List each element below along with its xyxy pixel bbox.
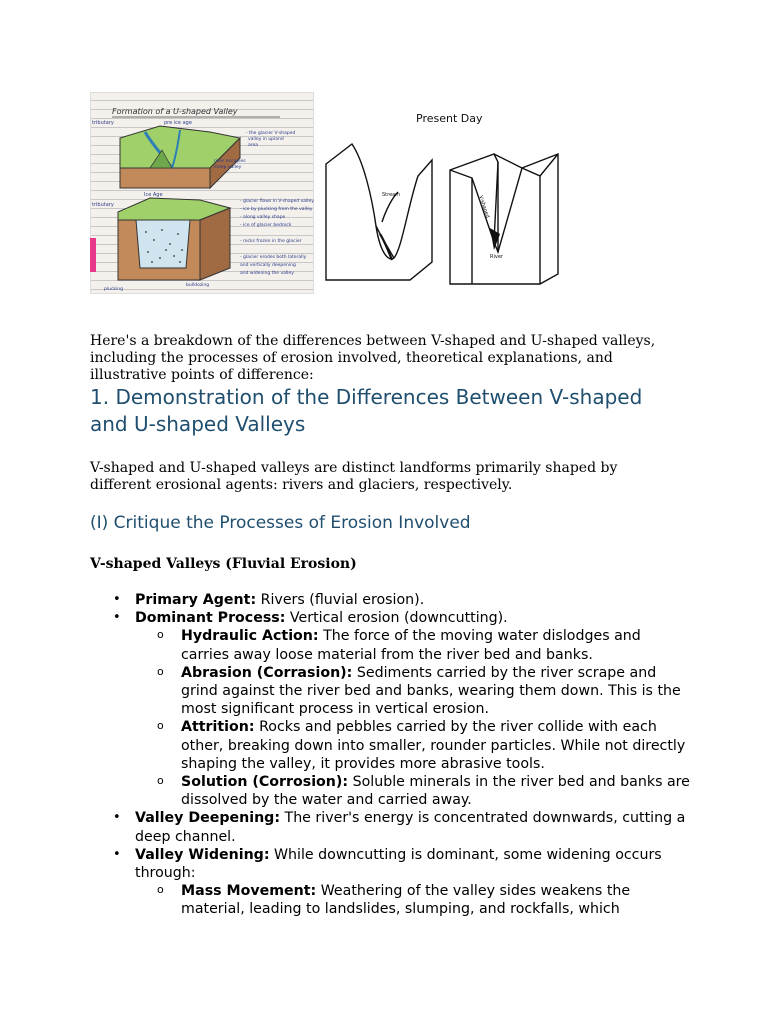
- item-label: Attrition:: [181, 719, 255, 736]
- list-item-valley-widening: [90, 846, 690, 882]
- svg-text:and vertically deepening: and vertically deepening: [240, 263, 296, 268]
- list-item-valley-deepening: [90, 809, 690, 845]
- bullet-square: o: [157, 719, 164, 733]
- sketch-title: Present Day: [416, 112, 483, 125]
- item-label: Valley Widening:: [135, 846, 270, 863]
- item-text: Rocks and pebbles carried by the river collide with each other, breaking down into smaller, rounder particles. While not directly shaping the valley, it provides more abrasive tools.: [181, 719, 686, 772]
- present-day-valley-sketch: [322, 102, 562, 294]
- list-item-hydraulic-action: [90, 627, 690, 663]
- svg-text:- ice of glacier bedrock: - ice of glacier bedrock: [240, 223, 292, 228]
- svg-text:- the glacier V-shaped: - the glacier V-shaped: [246, 131, 296, 136]
- item-text: While downcutting is dominant, some widening occurs through:: [135, 846, 662, 882]
- svg-text:- glacier flows in V-shaped va: - glacier flows in V-shaped valley: [240, 199, 314, 204]
- pink-tab: [90, 238, 96, 272]
- v-shaped-subheading: V-shaped Valleys (Fluvial Erosion): [90, 556, 357, 572]
- sketch-label-vshaped: V-shaped: [477, 194, 491, 219]
- list-item-attrition: [90, 718, 690, 773]
- svg-text:river occupies: river occupies: [214, 159, 246, 164]
- item-text: Soluble minerals in the river bed and banks are dissolved by the water and carried away.: [181, 774, 690, 809]
- bullet-disc: •: [113, 592, 121, 607]
- item-text: The force of the moving water dislodges and carries away loose material from the river bed and banks.: [181, 628, 641, 663]
- list-item-mass-movement: [90, 882, 690, 918]
- notebook-title: Formation of a U-shaped Valley: [112, 107, 238, 116]
- svg-text:steep valley: steep valley: [214, 165, 242, 170]
- item-label: Mass Movement:: [181, 883, 317, 900]
- list-item-primary-agent: [90, 591, 690, 609]
- sketch-label-river: River: [490, 254, 503, 260]
- svg-text:bulldozing: bulldozing: [186, 283, 210, 288]
- svg-text:- glacier erodes both laterall: - glacier erodes both laterally: [240, 255, 307, 260]
- svg-text:- rocks frozen in the glacier: - rocks frozen in the glacier: [240, 239, 302, 244]
- svg-text:and widening the valley: and widening the valley: [240, 271, 294, 276]
- bullet-square: o: [157, 774, 164, 788]
- section-heading-1-line-1: 1. Demonstration of the Differences Between V-shaped: [90, 385, 643, 409]
- item-label: Abrasion (Corrasion):: [181, 664, 353, 681]
- figures-row: [90, 92, 570, 298]
- bullet-disc: •: [113, 810, 121, 826]
- item-label: Solution (Corrosion):: [181, 774, 349, 791]
- list-item-solution: [90, 773, 690, 809]
- list-item-dominant-process: [90, 609, 690, 627]
- valley-types-paragraph: V-shaped and U-shaped valleys are distinct landforms primarily shaped by different erosional agents: rivers and glaciers, respectively.: [90, 460, 618, 493]
- intro-paragraph: Here's a breakdown of the differences between V-shaped and U-shaped valleys, including the processes of erosion involved, theoretical explanations, and illustrative points of difference:: [90, 333, 656, 383]
- item-text: Vertical erosion (downcutting).: [285, 610, 508, 627]
- item-label: Primary Agent:: [135, 592, 257, 608]
- item-label: Dominant Process:: [135, 610, 286, 627]
- svg-text:- along valley shape: - along valley shape: [240, 215, 286, 220]
- item-text: Sediments carried by the river scrape and grind against the river bed and banks, wearing them down. This is the most significant process in vertical erosion.: [181, 664, 681, 718]
- svg-text:Ice Age: Ice Age: [144, 192, 163, 198]
- svg-text:plucking: plucking: [104, 287, 123, 292]
- section-heading-1: [90, 384, 690, 438]
- subsection-heading-erosion: (I) Critique the Processes of Erosion Involved: [90, 513, 471, 533]
- item-label: Hydraulic Action:: [181, 628, 319, 645]
- bullet-square: o: [157, 664, 164, 678]
- erosion-bullet-list: [90, 591, 690, 919]
- bullet-disc: •: [113, 846, 121, 862]
- item-text: Weathering of the valley sides weakens the material, leading to landslides, slumping, and rockfalls, which: [181, 883, 631, 918]
- item-text: The river's energy is concentrated downwards, cutting a deep channel.: [135, 810, 686, 845]
- svg-text:tributary: tributary: [92, 120, 114, 126]
- svg-text:valley in upland: valley in upland: [248, 137, 284, 142]
- section-heading-1-line-2: and U-shaped Valleys: [90, 412, 306, 436]
- list-item-abrasion: [90, 664, 690, 719]
- bullet-square: o: [157, 883, 164, 897]
- bullet-square: o: [157, 628, 164, 642]
- svg-text:area: area: [248, 143, 259, 148]
- bullet-disc: •: [113, 610, 121, 626]
- item-label: Valley Deepening:: [135, 810, 281, 827]
- svg-text:pre ice age: pre ice age: [164, 120, 192, 126]
- notebook-photo: [90, 92, 314, 294]
- item-text: Rivers (fluvial erosion).: [256, 592, 425, 608]
- u-shaped-valley-notebook-drawing: [90, 92, 314, 294]
- svg-text:- ice by plucking from the val: - ice by plucking from the valley: [240, 207, 313, 212]
- svg-text:tributary: tributary: [92, 202, 114, 208]
- sketch-label-stream: Stream: [382, 192, 401, 198]
